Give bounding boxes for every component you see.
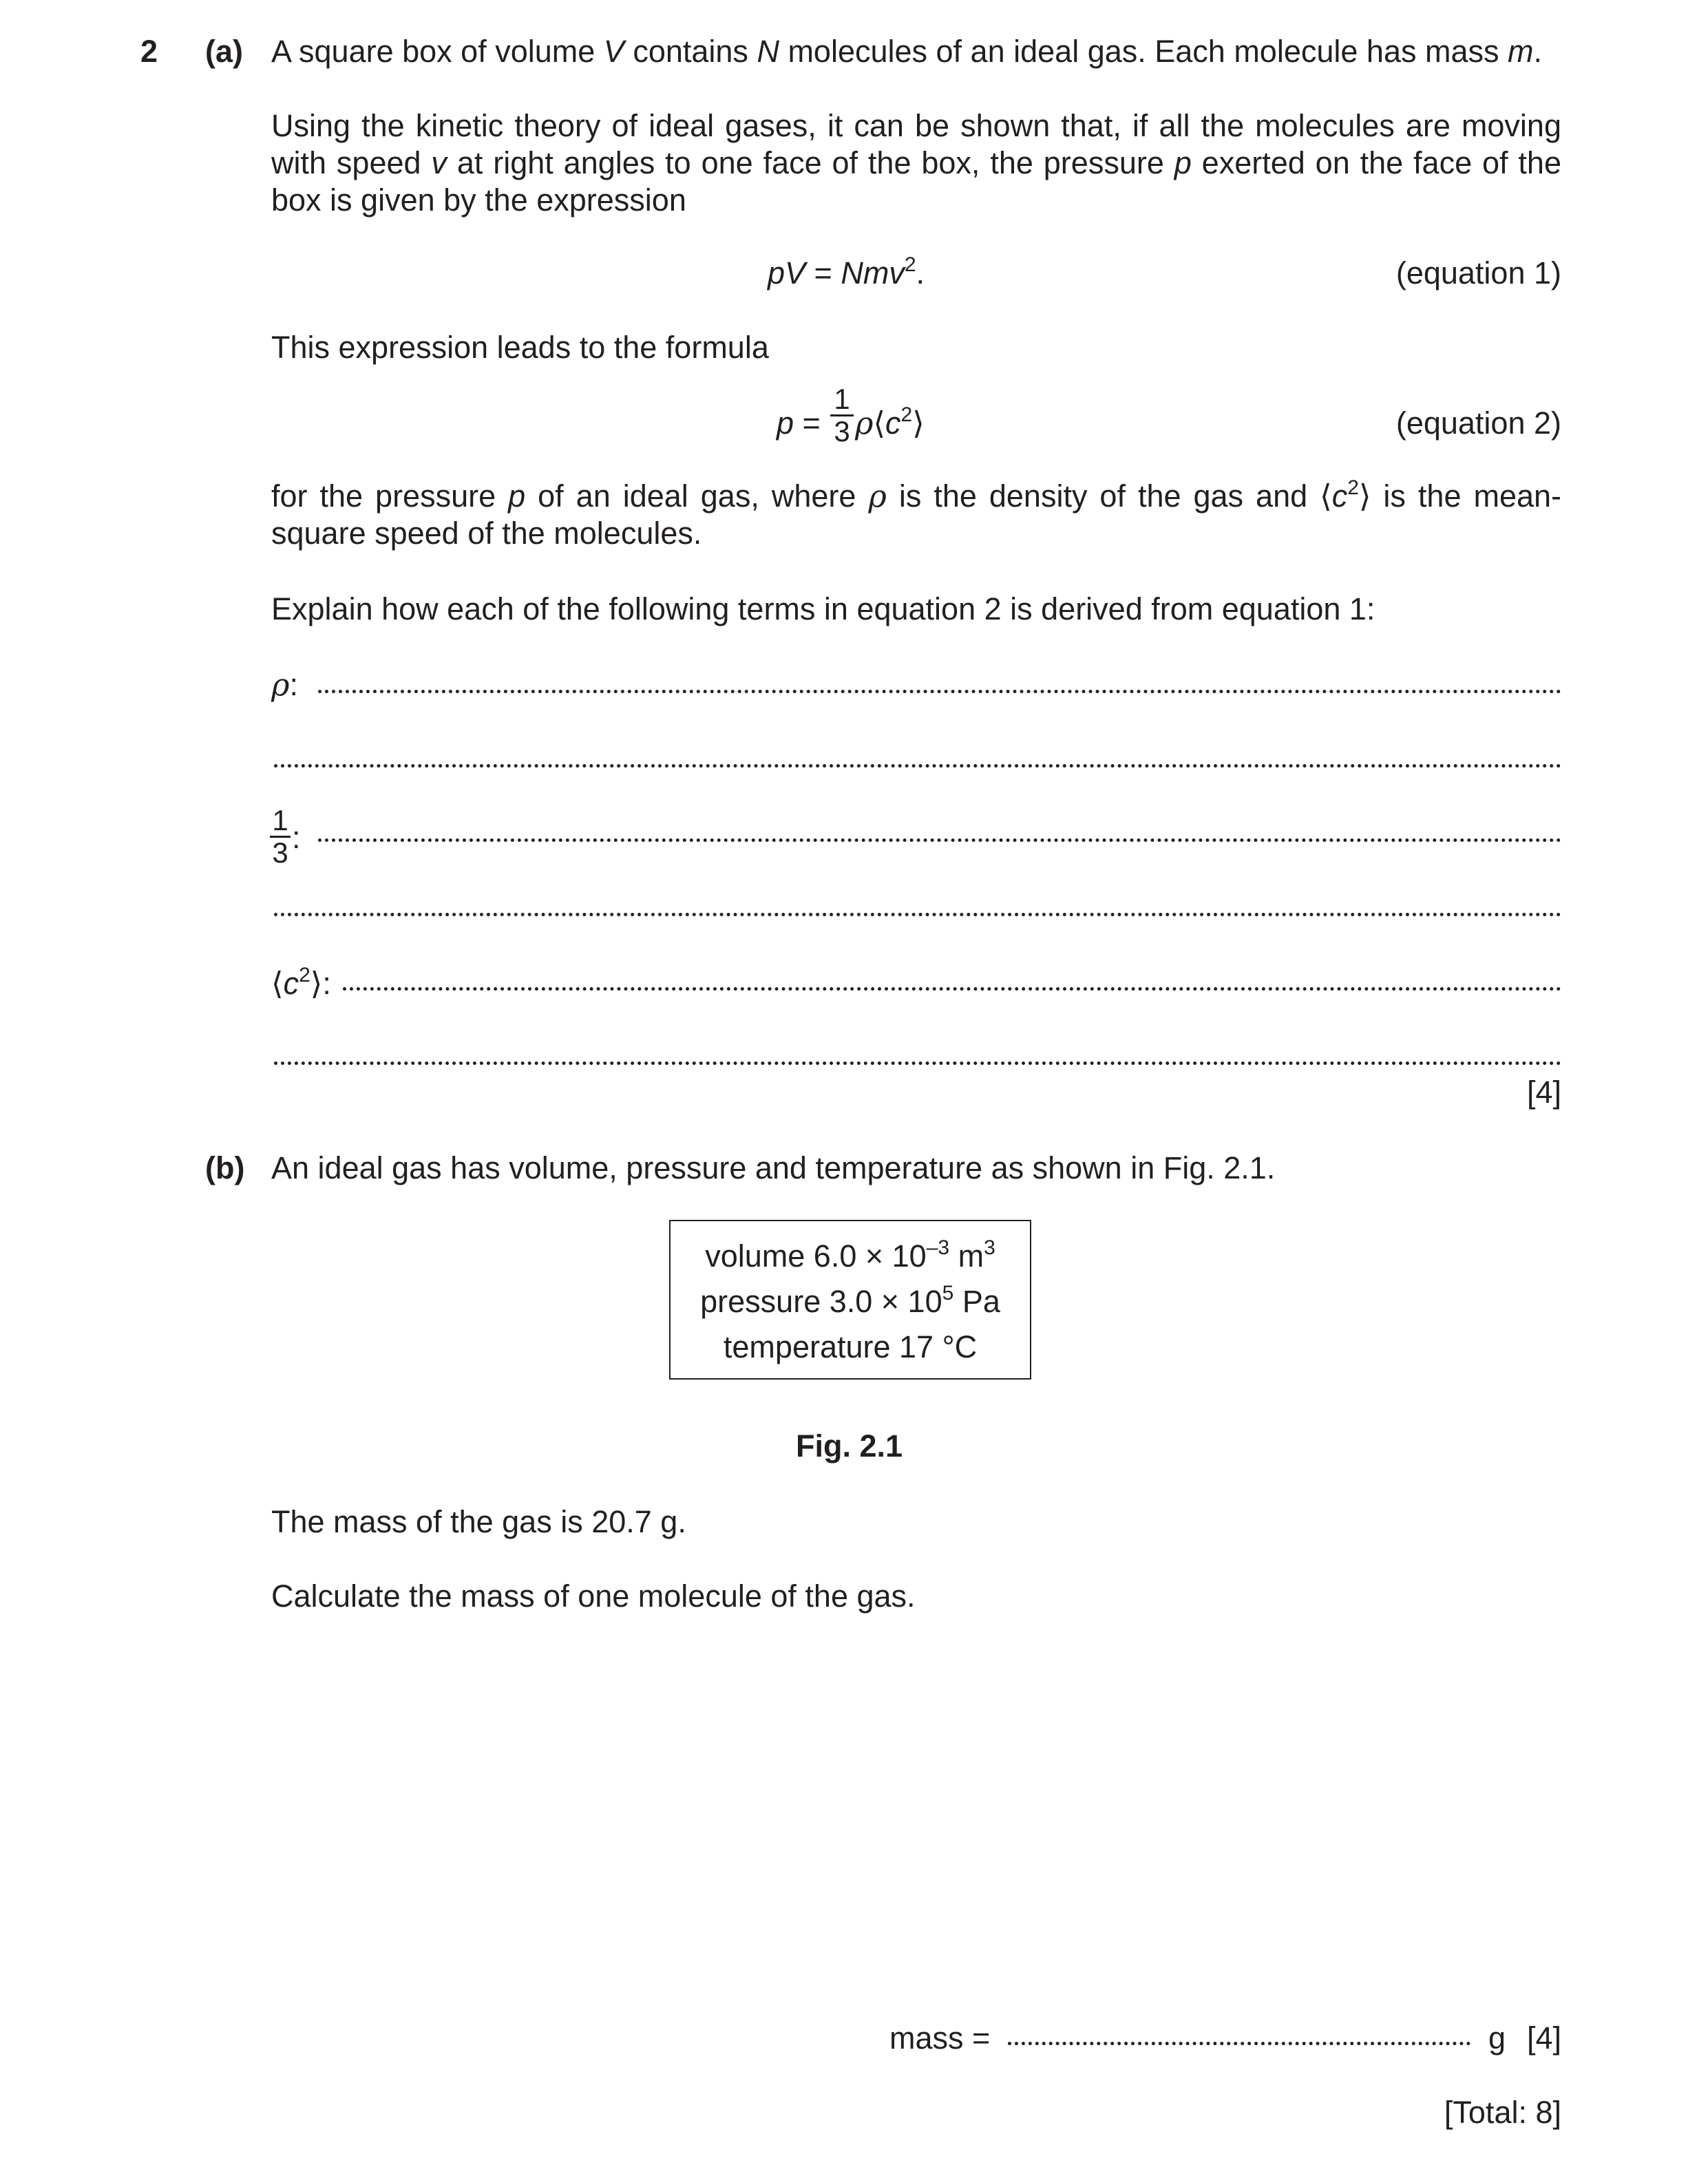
answer-line-c-squared-1[interactable] <box>343 987 1561 991</box>
mass-answer-label: mass = <box>889 2020 991 2056</box>
equation-2-label: (equation 2) <box>1395 405 1561 441</box>
question-number: 2 <box>140 34 158 69</box>
pressure-definition-paragraph: for the pressure p of an ideal gas, where ρ is the density of the gas and $⟨c^2⟩$ is the mean-square speed of the molecules. <box>271 476 1562 551</box>
answer-line-rho-2[interactable] <box>274 764 1561 768</box>
term-one-third-colon: : <box>292 820 301 855</box>
answer-line-one-third-1[interactable] <box>318 838 1561 842</box>
instruction-text: Explain how each of the following terms in equation 2 is derived from equation 1: <box>271 591 1375 626</box>
part-a-marks: [4] <box>1526 1075 1561 1110</box>
mass-statement: The mass of the gas is 20.7 g. <box>271 1504 686 1539</box>
term-one-third-fraction: 1 3 <box>270 807 291 867</box>
fig-volume: volume $6.0 \times 10^{-3}$ $m^3$ <box>705 1236 995 1274</box>
term-c-squared-label: $⟨c^2⟩$: <box>271 964 331 1001</box>
fig-temperature: temperature 17 °C <box>723 1329 978 1364</box>
total-marks: [Total: 8] <box>1444 2095 1561 2130</box>
equation-2-fraction: 1 3 <box>830 386 854 445</box>
answer-line-one-third-2[interactable] <box>274 913 1561 916</box>
kinetic-theory-paragraph: Using the kinetic theory of ideal gases, it can be shown that, if all the molecules are moving with speed v at right angles to one face of the box, the pressure p exerted on the face of the box is given by the expression <box>271 108 1561 218</box>
part-a-label: (a) <box>205 34 243 69</box>
part-b-label: (b) <box>205 1150 245 1185</box>
equation-2-rhs: $\rho⟨c^2⟩$ <box>855 403 925 441</box>
calculation-task: Calculate the mass of one molecule of the gas. <box>271 1578 916 1614</box>
fig-caption: Fig. 2.1 <box>796 1428 903 1464</box>
answer-line-rho-1[interactable] <box>318 690 1561 693</box>
term-rho-label: ρ: <box>271 666 298 703</box>
equation-2-lhs: p = <box>777 405 821 441</box>
equation-1: pV = Nmv$^2$. <box>768 253 925 291</box>
fig-pressure: pressure $3.0 \times 10^5$ Pa <box>700 1282 1000 1319</box>
mass-answer-unit: g <box>1488 2020 1506 2056</box>
mass-answer-line[interactable] <box>1008 2042 1470 2045</box>
part-b-marks: [4] <box>1526 2020 1561 2056</box>
part-b-intro: An ideal gas has volume, pressure and temperature as shown in Fig. 2.1. <box>271 1150 1276 1185</box>
fig-2-1-box <box>669 1220 1031 1380</box>
answer-line-c-squared-2[interactable] <box>274 1062 1561 1065</box>
leads-to-text: This expression leads to the formula <box>271 330 769 365</box>
part-a-intro: A square box of volume V contains N molecules of an ideal gas. Each molecule has mass m. <box>271 34 1543 69</box>
equation-1-label: (equation 1) <box>1395 255 1561 291</box>
